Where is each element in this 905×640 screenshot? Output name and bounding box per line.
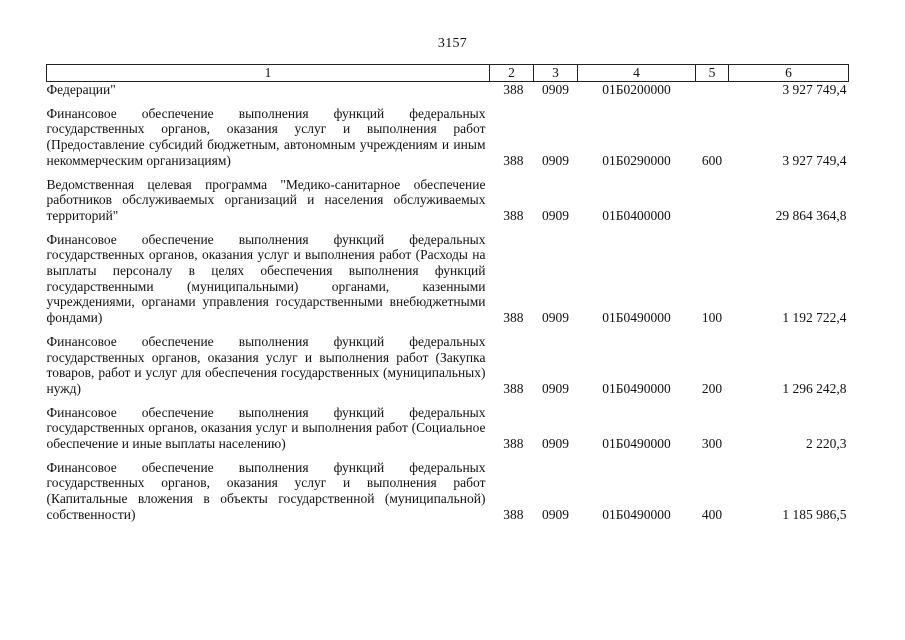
row-amount: 2 220,3 <box>806 436 847 452</box>
row-gr-code: 388 <box>503 436 524 452</box>
row-gr-code: 388 <box>503 310 524 326</box>
row-target-code: 01Б0400000 <box>602 207 671 223</box>
page-number: 3157 <box>437 36 468 51</box>
row-name: Ведомственная целевая программа "Медико-санитарное обеспечение работников обслуживаемых организаций и населения обслуживаемых территорий" <box>46 176 486 223</box>
row-target-code: 01Б0290000 <box>602 152 671 168</box>
row-gr-code: 388 <box>503 207 524 223</box>
row-expense-type: 200 <box>701 380 723 396</box>
row-name: Финансовое обеспечение выполнения функций федеральных государственных органов, оказания услуг и выполнения работ (Расходы на выплаты персоналу в целях обеспечения выполнения функций государственными (муниципальными) органами, казенными учреждениями, органами управления государственными внебюджетными фондами) <box>46 231 486 326</box>
row-gr-code: 388 <box>503 82 524 97</box>
row-name: Финансовое обеспечение выполнения функций федеральных государственных органов, оказания услуг и выполнения работ (Социальное обеспечение и иные выплаты населению) <box>46 404 486 452</box>
row-name: Финансовое обеспечение выполнения функций федеральных государственных органов, оказания услуг и выполнения работ (Предоставление субсидий бюджетным, автономным учреждениям и иным некоммерческим организациям) <box>46 105 486 168</box>
table-header-row <box>47 65 849 82</box>
column-header-3: 3 <box>534 65 578 82</box>
row-amount: 29 864 364,8 <box>775 207 847 223</box>
row-section-code: 0909 <box>542 506 569 522</box>
row-name: Финансовое обеспечение выполнения функций федеральных государственных органов, оказания услуг и выполнения работ (Капитальные вложения в объекты государственной (муниципальной) собственности) <box>46 459 486 522</box>
row-section-code: 0909 <box>542 207 569 223</box>
row-expense-type: 600 <box>701 152 723 168</box>
row-name: Федерации" <box>46 82 116 97</box>
row-gr-code: 388 <box>503 380 524 396</box>
row-expense-type <box>696 82 729 98</box>
table-row <box>47 224 849 326</box>
budget-table <box>46 64 849 523</box>
table-row <box>47 98 849 169</box>
column-header-1: 1 <box>47 65 490 82</box>
row-gr-code: 388 <box>503 152 524 168</box>
row-section-code: 0909 <box>542 310 569 326</box>
row-amount: 3 927 749,4 <box>782 82 847 97</box>
row-target-code: 01Б0490000 <box>602 380 671 396</box>
row-target-code: 01Б0200000 <box>602 82 671 97</box>
row-target-code: 01Б0490000 <box>602 310 671 326</box>
table-row <box>47 326 849 397</box>
row-expense-type <box>696 169 729 224</box>
table-row <box>47 397 849 452</box>
table-row <box>47 82 849 98</box>
row-section-code: 0909 <box>542 152 569 168</box>
row-section-code: 0909 <box>542 436 569 452</box>
row-gr-code: 388 <box>503 506 524 522</box>
row-section-code: 0909 <box>542 380 569 396</box>
row-section-code: 0909 <box>542 82 569 97</box>
column-header-6: 6 <box>729 65 849 82</box>
table-row <box>47 169 849 224</box>
row-amount: 1 185 986,5 <box>782 506 847 522</box>
column-header-4: 4 <box>578 65 696 82</box>
column-header-2: 2 <box>490 65 534 82</box>
row-expense-type: 400 <box>701 506 723 522</box>
row-amount: 1 296 242,8 <box>782 380 847 396</box>
row-expense-type: 300 <box>701 436 723 452</box>
row-target-code: 01Б0490000 <box>602 436 671 452</box>
column-header-5: 5 <box>696 65 729 82</box>
row-name: Финансовое обеспечение выполнения функций федеральных государственных органов, оказания услуг и выполнения работ (Закупка товаров, работ и услуг для обеспечения государственных (муниципальных) нужд) <box>46 333 486 396</box>
row-amount: 1 192 722,4 <box>782 310 847 326</box>
row-expense-type: 100 <box>701 310 723 326</box>
table-row <box>47 452 849 523</box>
row-amount: 3 927 749,4 <box>782 152 847 168</box>
row-target-code: 01Б0490000 <box>602 506 671 522</box>
